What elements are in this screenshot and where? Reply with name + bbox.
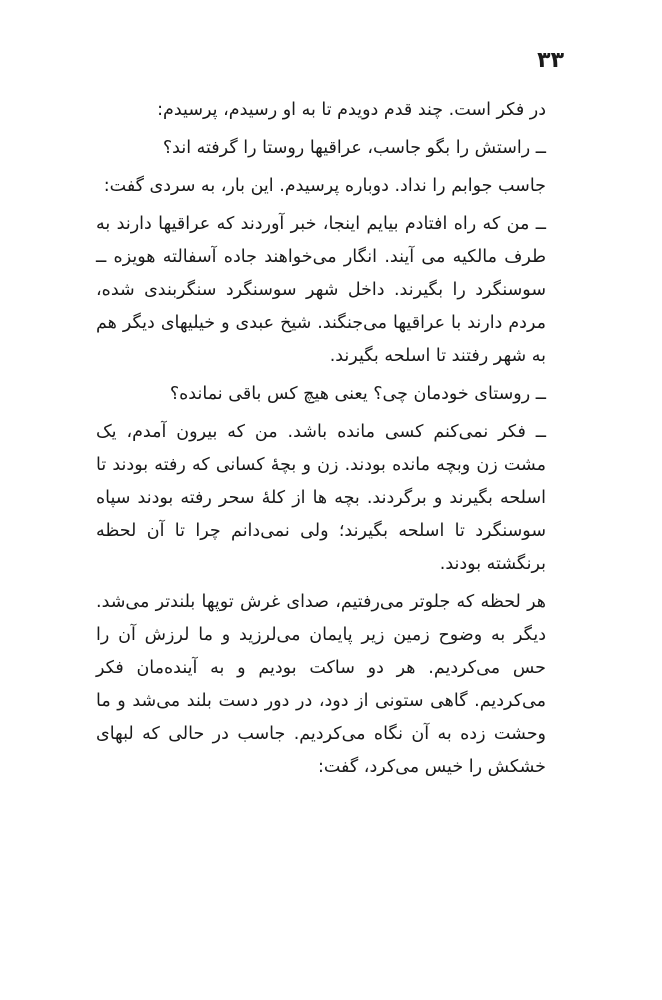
body-text (96, 94, 546, 789)
paragraph: ــ فکر نمی‌کنم کسی مانده باشد. من که بیرون آمدم، یک مشت زن وبچه مانده بودند. زن و بچهٔ کسانی که رفته بودند تا اسلحه بگیرند و برگردند. بچه ها از کلهٔ سحر رفته بودند سپاه سوسنگرد تا اسلحه بگیرند؛ ولی نمی‌دانم چرا تا آن لحظه برنگشته بودند. (96, 422, 546, 574)
paragraph: جاسب جوابم را نداد. دوباره پرسیدم. این بار، به سردی گفت: (103, 176, 546, 196)
paragraph: هر لحظه که جلوتر می‌رفتیم، صدای غرش توپها بلندتر می‌شد. دیگر به وضوح زمین زیر پایمان می‌لرزید و ما لرزش آن را حس می‌کردیم. هر دو ساکت بودیم و به آینده‌مان فکر می‌کردیم. گاهی ستونی از دود، در دور دست بلند می‌شد و ما وحشت زده به آن نگاه می‌کردیم. جاسب در حالی که لبهای خشکش را خیس می‌کرد، گفت: (96, 592, 546, 777)
page-number: ۳۳ (537, 48, 564, 73)
paragraph: ــ من که راه افتادم بیایم اینجا، خبر آوردند که عراقیها دارند به طرف مالکیه می آیند. انگار می‌خواهند جاده آسفالته هویزه ــ سوسنگرد را بگیرند. داخل شهر سوسنگرد سنگربندی شده، مردم دارند با عراقیها می‌جنگند. شیخ عبدی و خیلیهای دیگر هم به شهر رفتند تا اسلحه بگیرند. (96, 214, 546, 366)
paragraph: در فکر است. چند قدم دویدم تا به او رسیدم، پرسیدم: (157, 100, 546, 120)
paragraph: ــ راستش را بگو جاسب، عراقیها روستا را گرفته اند؟ (162, 138, 546, 158)
paragraph: ــ روستای خودمان چی؟ یعنی هیچ کس باقی نمانده؟ (169, 384, 546, 404)
